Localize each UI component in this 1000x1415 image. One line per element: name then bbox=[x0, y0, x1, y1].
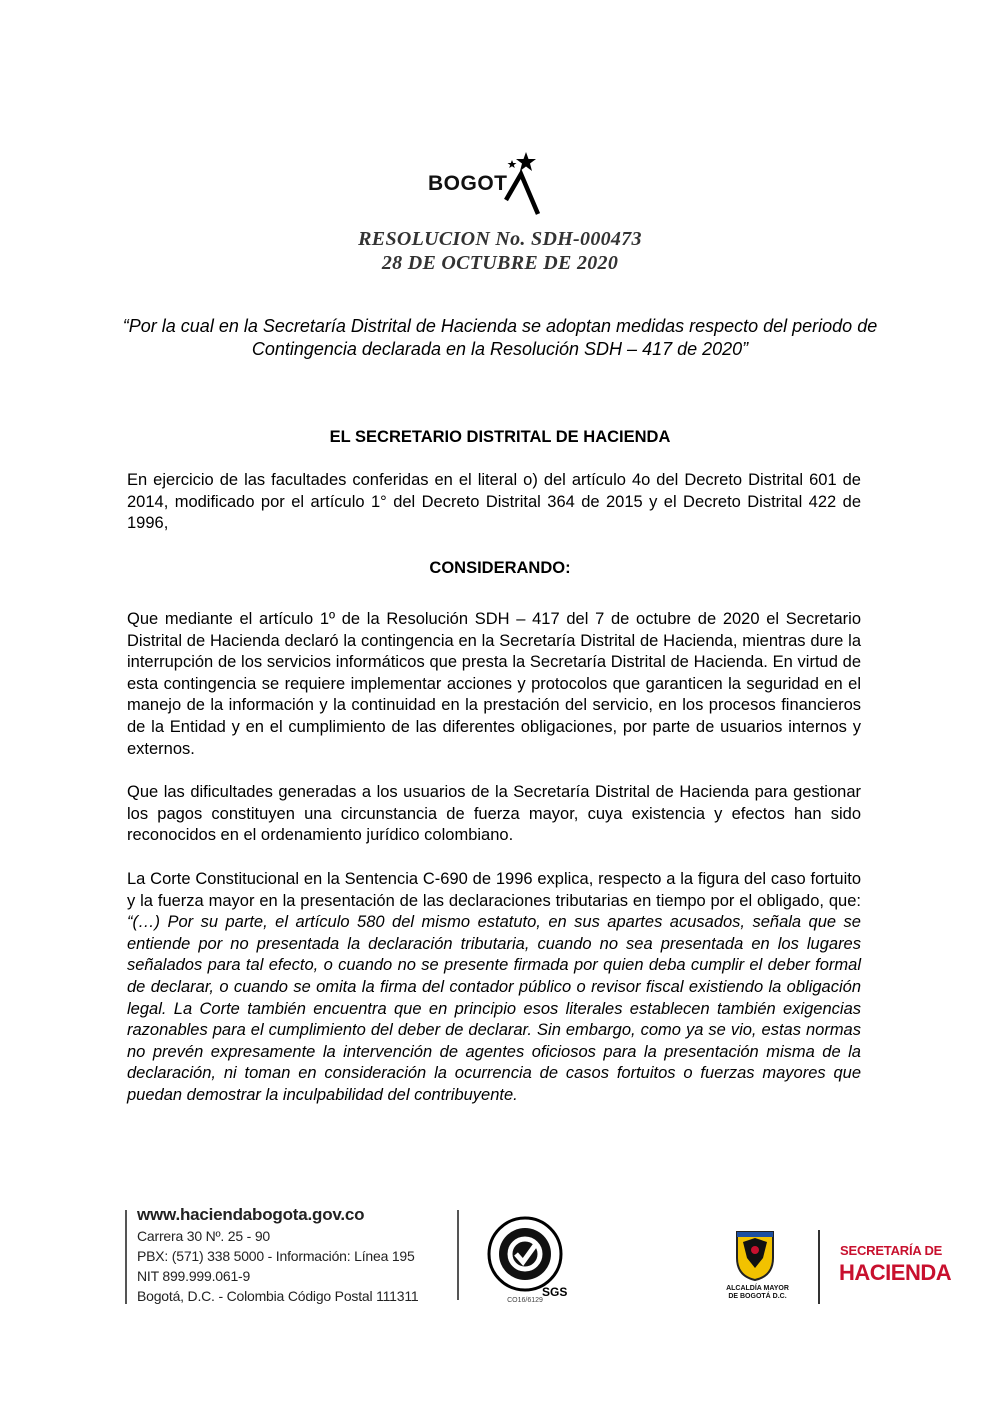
cert-code: CO16/6129 bbox=[507, 1297, 543, 1304]
alcaldia-label bbox=[720, 1285, 795, 1301]
footer-website: www.haciendabogota.gov.co bbox=[137, 1205, 365, 1224]
footer-phone: PBX: (571) 338 5000 - Información: Línea 195 bbox=[137, 1248, 415, 1264]
resolution-number: RESOLUCION No. SDH-000473 bbox=[358, 228, 642, 250]
paragraph-exercise: En ejercicio de las facultades conferidas en el literal o) del artículo 4o del Decreto Distrital 601 de 2014, modificado por el artículo 1° del Decreto Distrital 364 de 2015 y el Decreto Distrital 422 de 1996, bbox=[127, 471, 861, 533]
secretaria-label: SECRETARÍA DE bbox=[840, 1243, 943, 1258]
bogota-coat-of-arms-icon bbox=[733, 1228, 777, 1282]
alcaldia-line-1: ALCALDÍA MAYOR bbox=[726, 1285, 789, 1292]
footer-divider bbox=[125, 1210, 127, 1304]
court-quote: “(…) Por su parte, el artículo 580 del mismo estatuto, en sus apartes acusados, señala que se entiende por no presentada la declaración tributaria, cuando no sea presentada en los lugares señalados para tal efecto, o cuando no se presente firmada por quien deba cumplir el deber formal de declarar, o cuando se omita la firma del contador público o revisor fiscal existiendo la obligación legal. La Corte también encuentra que en principio esos literales establecen también exigencias razonables para el cumplimiento del deber de declarar. Sin embargo, como ya se vio, estas normas no prevén expresamente la intervención de agentes oficiosos para la presentación misma de la declaración, ni toman en consideración la ocurrencia de casos fortuitos o fuerzas mayores que puedan demostrar la inculpabilidad del contribuyente. bbox=[127, 913, 861, 1104]
logo-text: BOGOT bbox=[428, 172, 508, 195]
bogota-logo bbox=[428, 150, 568, 220]
paragraph-considering-2: Que las dificultades generadas a los usuarios de la Secretaría Distrital de Hacienda para gestionar los pagos constituyen una circunstancia de fuerza mayor, cuya existencia y efectos han sido reconocidos en el ordenamiento jurídico colombiano. bbox=[127, 783, 861, 845]
footer-city: Bogotá, D.C. - Colombia Código Postal 111311 bbox=[137, 1288, 419, 1304]
bogota-star-a-icon bbox=[504, 150, 544, 216]
resolution-title: “Por la cual en la Secretaría Distrital de Hacienda se adoptan medidas respecto del periodo de Contingencia declarada en la Resolución SDH – 417 de 2020” bbox=[122, 316, 878, 359]
paragraph-3-intro: La Corte Constitucional en la Sentencia C-690 de 1996 explica, respecto a la figura del caso fortuito y la fuerza mayor en la presentación de las declaraciones tributarias en tiempo por el obligado, que: bbox=[127, 870, 861, 910]
footer-contact bbox=[137, 1204, 418, 1306]
paragraph-considering-3 bbox=[127, 869, 861, 1107]
heading-secretary: EL SECRETARIO DISTRITAL DE HACIENDA bbox=[329, 428, 671, 446]
alcaldia-line-2: DE BOGOTÁ D.C. bbox=[728, 1293, 787, 1300]
hacienda-label: HACIENDA bbox=[839, 1260, 952, 1285]
footer-nit: NIT 899.999.061-9 bbox=[137, 1268, 251, 1284]
footer-divider bbox=[457, 1210, 459, 1300]
sgs-certification-seal-icon bbox=[480, 1212, 570, 1308]
paragraph-considering-1: Que mediante el artículo 1º de la Resolución SDH – 417 del 7 de octubre de 2020 el Secretario Distrital de Hacienda declaró la contingencia en la Secretaría Distrital de Hacienda, mientras dure la interrupción de los servicios informáticos que presta la Secretaría Distrital de Hacienda. En virtud de esta contingencia se requiere implementar acciones y protocolos que garanticen la seguridad en el manejo de la información y la continuidad en la prestación del servicio, en los procesos financieros de la Entidad y en el cumplimiento de las diferentes obligaciones, por parte de usuarios internos y externos. bbox=[127, 610, 861, 758]
footer-divider bbox=[818, 1230, 820, 1304]
footer-address: Carrera 30 Nº. 25 - 90 bbox=[137, 1228, 270, 1244]
cert-brand: SGS bbox=[542, 1285, 568, 1299]
heading-considering: CONSIDERANDO: bbox=[429, 559, 571, 577]
resolution-date: 28 DE OCTUBRE DE 2020 bbox=[381, 252, 619, 274]
